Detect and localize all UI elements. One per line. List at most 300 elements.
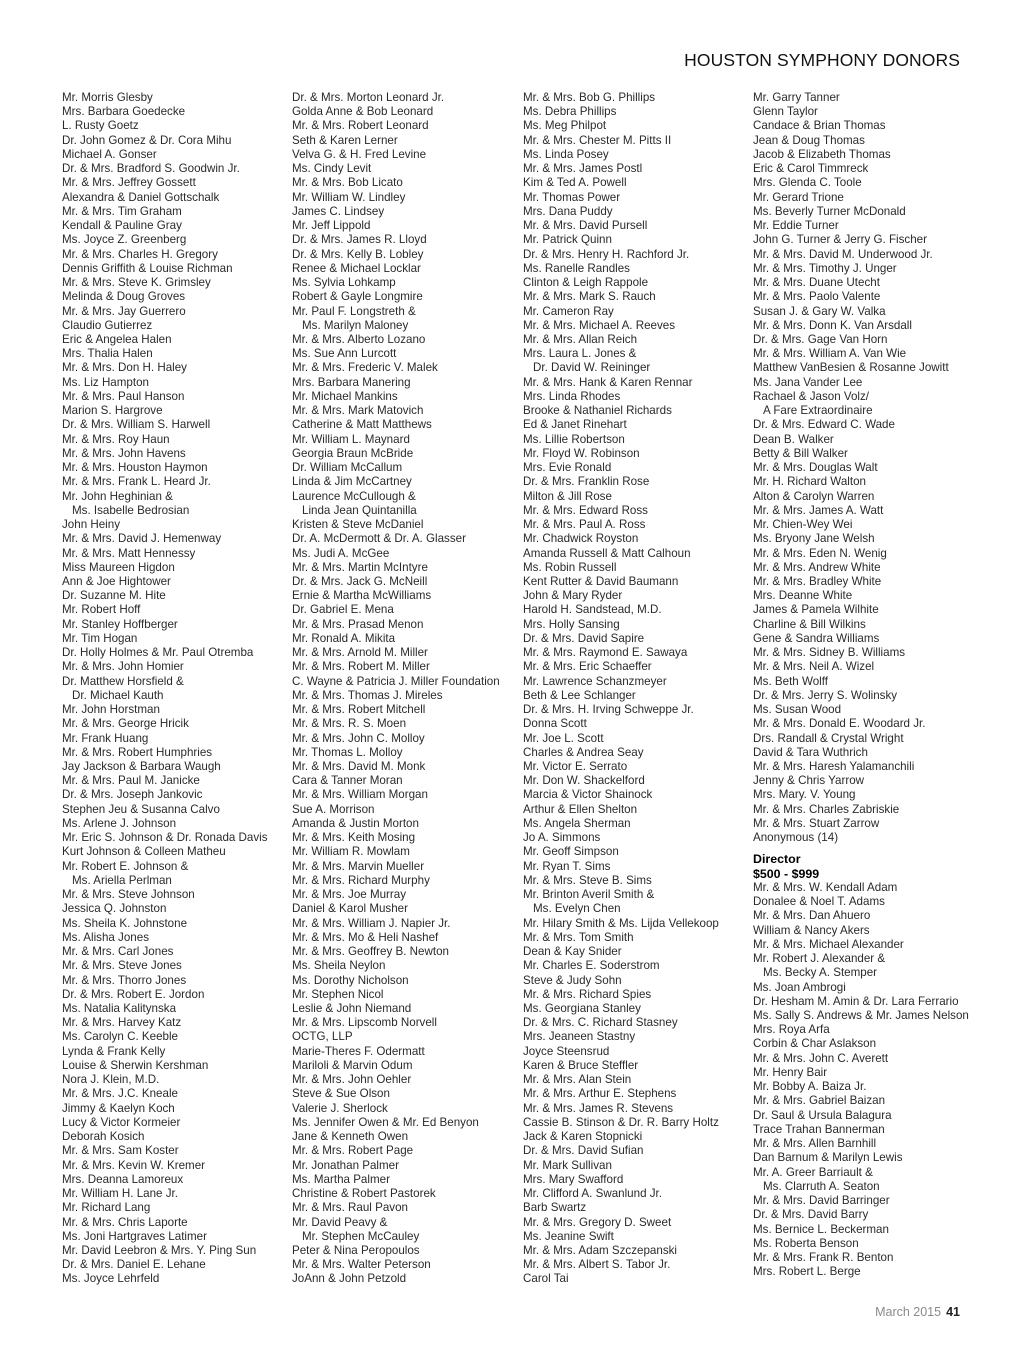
donor-entry: Mrs. Jeaneen Stastny bbox=[523, 1030, 636, 1044]
donor-entry: Mr. & Mrs. Martin McIntyre bbox=[292, 560, 428, 574]
donor-entry: L. Rusty Goetz bbox=[62, 119, 139, 133]
donor-entry: Lucy & Victor Kormeier bbox=[62, 1115, 181, 1129]
donor-entry: Alton & Carolyn Warren bbox=[753, 489, 875, 503]
donor-entry: Mr. & Mrs. Charles H. Gregory bbox=[62, 247, 218, 261]
donor-entry: Dan Barnum & Marilyn Lewis bbox=[753, 1151, 903, 1165]
donor-column-4 bbox=[753, 91, 969, 1279]
donor-entry: Betty & Bill Walker bbox=[753, 446, 848, 460]
donor-entry: Mr. & Mrs. Haresh Yalamanchili bbox=[753, 760, 915, 774]
donor-entry: Mrs. Robert L. Berge bbox=[753, 1265, 861, 1279]
donor-entry: Mr. & Mrs. Raul Pavon bbox=[292, 1201, 408, 1215]
donor-entry: Ms. Alisha Jones bbox=[62, 930, 149, 944]
donor-entry: Ms. Meg Philpot bbox=[523, 119, 607, 133]
donor-entry: Dr. & Mrs. Morton Leonard Jr. bbox=[292, 91, 445, 104]
donor-entry: Mr. & Mrs. Frank L. Heard Jr. bbox=[62, 475, 211, 489]
donor-entry: Dr. & Mrs. William S. Harwell bbox=[62, 418, 211, 432]
donor-entry: Dr. & Mrs. Joseph Jankovic bbox=[62, 788, 203, 802]
donor-entry: Mrs. Roya Arfa bbox=[753, 1023, 830, 1037]
donor-entry: Dr. Michael Kauth bbox=[72, 688, 164, 702]
donor-entry: Ms. Roberta Benson bbox=[753, 1236, 859, 1250]
donor-entry: Jacob & Elizabeth Thomas bbox=[753, 147, 891, 161]
donor-entry: Mr. Eddie Turner bbox=[753, 219, 839, 233]
donor-entry: Mr. & Mrs. Lipscomb Norvell bbox=[292, 1016, 437, 1030]
donor-entry: Laurence McCullough & bbox=[292, 489, 416, 503]
donor-entry: Renee & Michael Locklar bbox=[292, 261, 421, 275]
donor-entry: Mr. & Mrs. James A. Watt bbox=[753, 503, 884, 517]
donor-entry: Harold H. Sandstead, M.D. bbox=[523, 603, 662, 617]
donor-entry: Mr. & Mrs. John C. Molloy bbox=[292, 731, 425, 745]
donor-entry: Mr. & Mrs. Bradley White bbox=[753, 574, 882, 588]
donor-entry: Mr. & Mrs. George Hricik bbox=[62, 717, 189, 731]
donor-entry: Mr. Jeff Lippold bbox=[292, 219, 371, 233]
donor-entry: Mr. Ryan T. Sims bbox=[523, 859, 611, 873]
donor-entry: Mr. William W. Lindley bbox=[292, 190, 406, 204]
page-number: 41 bbox=[946, 1305, 960, 1319]
donor-entry: Susan J. & Gary W. Valka bbox=[753, 304, 886, 318]
donor-entry: Dr. & Mrs. Henry H. Rachford Jr. bbox=[523, 247, 690, 261]
donor-entry: OCTG, LLP bbox=[292, 1030, 353, 1044]
donor-entry: Mr. Mark Sullivan bbox=[523, 1158, 612, 1172]
donor-entry: Dr. John Gomez & Dr. Cora Mihu bbox=[62, 133, 232, 147]
donor-entry: Linda & Jim McCartney bbox=[292, 475, 412, 489]
donor-entry: Cara & Tanner Moran bbox=[292, 774, 403, 788]
donor-column-2 bbox=[292, 91, 500, 1287]
donor-entry: Mr. & Mrs. Houston Haymon bbox=[62, 461, 208, 475]
donor-entry: Jimmy & Kaelyn Koch bbox=[62, 1101, 175, 1115]
donor-entry: Rachael & Jason Volz/ bbox=[753, 389, 870, 403]
donor-entry: Mr. & Mrs. Allen Barnhill bbox=[753, 1137, 877, 1151]
donor-entry: Mr. & Mrs. William Morgan bbox=[292, 788, 428, 802]
donor-entry: Corbin & Char Aslakson bbox=[753, 1037, 877, 1051]
donor-entry: Jo A. Simmons bbox=[523, 831, 601, 845]
donor-entry: Dr. & Mrs. Jack G. McNeill bbox=[292, 574, 428, 588]
donor-entry: Mr. & Mrs. John Homier bbox=[62, 660, 184, 674]
donor-entry: Ms. Natalia Kalitynska bbox=[62, 1002, 177, 1015]
donor-entry: Mr. & Mrs. Sam Koster bbox=[62, 1144, 179, 1158]
donor-entry: Mrs. Holly Sansing bbox=[523, 617, 620, 631]
donor-entry: Mr. & Mrs. William J. Napier Jr. bbox=[292, 916, 451, 930]
donor-entry: David & Tara Wuthrich bbox=[753, 745, 868, 759]
donor-entry: Mr. & Mrs. Alan Stein bbox=[523, 1073, 632, 1087]
donor-column-1 bbox=[62, 91, 268, 1287]
donor-entry: Mr. & Mrs. Duane Utecht bbox=[753, 276, 880, 290]
donor-entry: Mrs. Barbara Manering bbox=[292, 375, 411, 389]
donor-entry: Mr. William L. Maynard bbox=[292, 432, 410, 446]
donor-entry: Mr. & Mrs. W. Kendall Adam bbox=[753, 880, 898, 894]
donor-entry: Mr. David Peavy & bbox=[292, 1215, 388, 1229]
donor-entry: Mr. & Mrs. Eden N. Wenig bbox=[753, 546, 887, 560]
donor-entry: Mr. & Mrs. James Postl bbox=[523, 162, 643, 176]
donor-entry: Mr. Patrick Quinn bbox=[523, 233, 612, 247]
donor-entry: Kristen & Steve McDaniel bbox=[292, 518, 424, 532]
donor-entry: Robert & Gayle Longmire bbox=[292, 290, 423, 304]
donor-entry: Mr. & Mrs. Jeffrey Gossett bbox=[62, 176, 196, 190]
donor-entry: Ms. Georgiana Stanley bbox=[523, 1002, 641, 1015]
donor-entry: Mr. & Mrs. Richard Murphy bbox=[292, 873, 430, 887]
donor-entry: Mr. & Mrs. Arthur E. Stephens bbox=[523, 1087, 677, 1101]
donor-entry: Dr. & Mrs. Robert E. Jordon bbox=[62, 987, 205, 1001]
donor-entry: Ms. Jana Vander Lee bbox=[753, 375, 863, 389]
donor-entry: Ms. Joni Hartgraves Latimer bbox=[62, 1229, 207, 1243]
donor-entry: Ms. Ranelle Randles bbox=[523, 261, 630, 275]
donor-entry: Leslie & John Niemand bbox=[292, 1002, 412, 1015]
donor-entry: JoAnn & John Petzold bbox=[292, 1272, 407, 1286]
donor-entry: Ms. Beth Wolff bbox=[753, 674, 828, 688]
donor-entry: Mr. Lawrence Schanzmeyer bbox=[523, 674, 667, 688]
donor-entry: Ms. Joan Ambrogi bbox=[753, 980, 846, 994]
donor-entry: Candace & Brian Thomas bbox=[753, 119, 886, 133]
donor-entry: Mr. & Mrs. David J. Hemenway bbox=[62, 532, 222, 546]
donor-entry: Sue A. Morrison bbox=[292, 802, 375, 816]
donor-entry: Mr. Joe L. Scott bbox=[523, 731, 604, 745]
donor-entry: Barb Swartz bbox=[523, 1201, 587, 1215]
donor-entry: Mr. & Mrs. Don H. Haley bbox=[62, 361, 187, 375]
donor-entry: Mr. & Mrs. Paul A. Ross bbox=[523, 518, 646, 532]
donor-entry: Michael A. Gonser bbox=[62, 147, 157, 161]
donor-entry: Mr. & Mrs. Steve Jones bbox=[62, 959, 182, 973]
donor-entry: Mr. & Mrs. Robert M. Miller bbox=[292, 660, 430, 674]
donor-entry: Mr. & Mrs. James R. Stevens bbox=[523, 1101, 674, 1115]
donor-entry: Mr. & Mrs. Keith Mosing bbox=[292, 831, 416, 845]
donor-entry: Mr. & Mrs. Timothy J. Unger bbox=[753, 261, 897, 275]
donor-entry: Dr. Holly Holmes & Mr. Paul Otremba bbox=[62, 646, 254, 660]
donor-entry: Alexandra & Daniel Gottschalk bbox=[62, 190, 220, 204]
donor-entry: Steve & Judy Sohn bbox=[523, 973, 622, 987]
donor-entry: Ms. Dorothy Nicholson bbox=[292, 973, 409, 987]
donor-entry: Mrs. Dana Puddy bbox=[523, 204, 613, 218]
donor-entry: Trace Trahan Bannerman bbox=[753, 1122, 885, 1136]
donor-entry: Mr. Gerard Trione bbox=[753, 190, 844, 204]
donor-entry: Kent Rutter & David Baumann bbox=[523, 574, 679, 588]
donor-entry: Mr. & Mrs. Adam Szczepanski bbox=[523, 1243, 677, 1257]
donor-entry: Arthur & Ellen Shelton bbox=[523, 802, 638, 816]
donor-entry: Mr. & Mrs. Carl Jones bbox=[62, 945, 174, 959]
donor-entry: Mr. & Mrs. Geoffrey B. Newton bbox=[292, 945, 449, 959]
donor-entry: Carol Tai bbox=[523, 1272, 569, 1286]
donor-entry: Mr. Stanley Hoffberger bbox=[62, 617, 178, 631]
donor-entry: Mr. & Mrs. Eric Schaeffer bbox=[523, 660, 652, 674]
donor-entry: Ms. Cindy Levit bbox=[292, 162, 372, 176]
donor-entry: Marie-Theres F. Odermatt bbox=[292, 1044, 425, 1058]
donor-entry: Mr. & Mrs. Thomas J. Mireles bbox=[292, 688, 443, 702]
donor-entry: Mr. & Mrs. Richard Spies bbox=[523, 987, 652, 1001]
donor-entry: Mr. A. Greer Barriault & bbox=[753, 1165, 873, 1179]
donor-entry: Mr. & Mrs. Thorro Jones bbox=[62, 973, 187, 987]
donor-entry: Mr. & Mrs. Michael Alexander bbox=[753, 937, 904, 951]
donor-entry: Mr. & Mrs. Robert Mitchell bbox=[292, 703, 426, 717]
donor-entry: Dennis Griffith & Louise Richman bbox=[62, 261, 233, 275]
donor-entry: Linda Jean Quintanilla bbox=[302, 503, 417, 517]
donor-entry: Mr. Charles E. Soderstrom bbox=[523, 959, 660, 973]
donor-entry: Mr. & Mrs. Walter Peterson bbox=[292, 1258, 431, 1272]
donor-entry: Dr. Saul & Ursula Balagura bbox=[753, 1108, 892, 1122]
donor-entry: Mr. & Mrs. Allan Reich bbox=[523, 332, 638, 346]
donor-entry: Dr. & Mrs. Jerry S. Wolinsky bbox=[753, 688, 898, 702]
donor-entry: Ms. Sheila Neylon bbox=[292, 959, 386, 973]
donor-entry: Mr. & Mrs. Tom Smith bbox=[523, 930, 634, 944]
donor-entry: Dr. & Mrs. Daniel E. Lehane bbox=[62, 1258, 206, 1272]
donor-entry: Mr. Bobby A. Baiza Jr. bbox=[753, 1080, 867, 1094]
donor-entry: Mr. & Mrs. Kevin W. Kremer bbox=[62, 1158, 206, 1172]
donor-entry: Mr. & Mrs. Robert Page bbox=[292, 1144, 414, 1158]
donor-entry: Mr. & Mrs. Bob Licato bbox=[292, 176, 403, 190]
donor-entry: Ms. Isabelle Bedrosian bbox=[72, 503, 190, 517]
donor-entry: Mr. & Mrs. Donald E. Woodard Jr. bbox=[753, 717, 926, 731]
section-spacer bbox=[753, 845, 969, 852]
donor-entry: Dr. & Mrs. Kelly B. Lobley bbox=[292, 247, 424, 261]
donor-entry: Christine & Robert Pastorek bbox=[292, 1187, 436, 1201]
donor-entry: Amanda Russell & Matt Calhoun bbox=[523, 546, 691, 560]
donor-entry: Dean & Kay Snider bbox=[523, 945, 622, 959]
donor-entry: Jay Jackson & Barbara Waugh bbox=[62, 760, 221, 774]
donor-entry: Ms. Sue Ann Lurcott bbox=[292, 347, 397, 361]
donor-entry: Mr. & Mrs. David M. Monk bbox=[292, 760, 426, 774]
donor-entry: Ms. Susan Wood bbox=[753, 703, 842, 717]
donor-entry: Ms. Marilyn Maloney bbox=[302, 318, 409, 332]
donor-entry: Ms. Sheila K. Johnstone bbox=[62, 916, 188, 930]
donor-entry: Deborah Kosich bbox=[62, 1130, 145, 1144]
donor-entry: Mr. & Mrs. Paul Hanson bbox=[62, 389, 185, 403]
donor-entry: Mr. Robert E. Johnson & bbox=[62, 859, 189, 873]
donor-entry: Jean & Doug Thomas bbox=[753, 133, 865, 147]
donor-entry: Jack & Karen Stopnicki bbox=[523, 1130, 643, 1144]
donor-entry: Mr. & Mrs. Chester M. Pitts II bbox=[523, 133, 672, 147]
donor-entry: Mr. & Mrs. Frank R. Benton bbox=[753, 1250, 894, 1264]
donor-entry: Ms. Joyce Z. Greenberg bbox=[62, 233, 187, 247]
donor-entry: Mr. Chadwick Royston bbox=[523, 532, 639, 546]
donor-entry: Drs. Randall & Crystal Wright bbox=[753, 731, 904, 745]
donor-entry: Mrs. Deanna Lamoreux bbox=[62, 1172, 184, 1186]
donor-entry: Mr. & Mrs. Albert S. Tabor Jr. bbox=[523, 1258, 671, 1272]
donor-entry: Claudio Gutierrez bbox=[62, 318, 153, 332]
donor-entry: Mr. Geoff Simpson bbox=[523, 845, 619, 859]
donor-entry: Mr. & Mrs. Paolo Valente bbox=[753, 290, 881, 304]
donor-entry: Mr. & Mrs. Stuart Zarrow bbox=[753, 816, 880, 830]
donor-entry: James & Pamela Wilhite bbox=[753, 603, 879, 617]
donor-entry: Ann & Joe Hightower bbox=[62, 574, 171, 588]
donor-entry: Brooke & Nathaniel Richards bbox=[523, 404, 672, 418]
donor-entry: Dr. William McCallum bbox=[292, 461, 403, 475]
donor-entry: Cassie B. Stinson & Dr. R. Barry Holtz bbox=[523, 1115, 719, 1129]
donor-entry: Mr. Robert Hoff bbox=[62, 603, 141, 617]
donor-entry: Ms. Liz Hampton bbox=[62, 375, 149, 389]
donor-entry: Dr. & Mrs. David Barry bbox=[753, 1208, 869, 1222]
donor-entry: Mr. & Mrs. Gregory D. Sweet bbox=[523, 1215, 672, 1229]
donor-entry: Gene & Sandra Williams bbox=[753, 631, 880, 645]
donor-entry: Peter & Nina Peropoulos bbox=[292, 1243, 420, 1257]
donor-entry: Mr. & Mrs. Harvey Katz bbox=[62, 1016, 182, 1030]
donor-entry: Mr. Frank Huang bbox=[62, 731, 149, 745]
donor-entry: Mr. & Mrs. R. S. Moen bbox=[292, 717, 407, 731]
donor-entry: Eric & Carol Timmreck bbox=[753, 162, 869, 176]
donor-entry: Dr. & Mrs. Edward C. Wade bbox=[753, 418, 895, 432]
donor-entry: Mr. Richard Lang bbox=[62, 1201, 151, 1215]
donor-entry: Dr. & Mrs. James R. Lloyd bbox=[292, 233, 427, 247]
donor-entry: James C. Lindsey bbox=[292, 204, 385, 218]
donor-entry: Mr. & Mrs. John Havens bbox=[62, 446, 186, 460]
donor-entry: Mrs. Evie Ronald bbox=[523, 461, 612, 475]
donor-entry: Dr. Gabriel E. Mena bbox=[292, 603, 394, 617]
donor-entry: Dr. & Mrs. Gage Van Horn bbox=[753, 332, 888, 346]
donor-entry: Velva G. & H. Fred Levine bbox=[292, 147, 427, 161]
donor-entry: Mr. H. Richard Walton bbox=[753, 475, 866, 489]
donor-entry: Ms. Evelyn Chen bbox=[533, 902, 621, 916]
donor-entry: Dr. David W. Reininger bbox=[533, 361, 651, 375]
donor-entry: Ms. Ariella Perlman bbox=[72, 873, 172, 887]
donor-entry: Mr. & Mrs. Robert Leonard bbox=[292, 119, 429, 133]
donor-entry: Mr. Stephen Nicol bbox=[292, 987, 384, 1001]
donor-entry: Ed & Janet Rinehart bbox=[523, 418, 627, 432]
donor-entry: Mrs. Barbara Goedecke bbox=[62, 105, 186, 119]
donor-entry: A Fare Extraordinaire bbox=[763, 404, 873, 418]
donor-entry: Ms. Carolyn C. Keeble bbox=[62, 1030, 178, 1044]
donor-entry: Mr. Michael Mankins bbox=[292, 389, 398, 403]
donor-entry: Ms. Angela Sherman bbox=[523, 816, 631, 830]
donor-entry: Dr. Suzanne M. Hite bbox=[62, 589, 166, 603]
donor-entry: Mariloli & Marvin Odum bbox=[292, 1058, 413, 1072]
donor-entry: Ms. Joyce Lehrfeld bbox=[62, 1272, 160, 1286]
donor-entry: Catherine & Matt Matthews bbox=[292, 418, 432, 432]
donor-entry: Dr. & Mrs. Franklin Rose bbox=[523, 475, 650, 489]
donor-entry: Mr. & Mrs. William A. Van Wie bbox=[753, 347, 907, 361]
donor-entry: Mr. Eric S. Johnson & Dr. Ronada Davis bbox=[62, 831, 268, 845]
director-heading: Director bbox=[753, 852, 801, 867]
donor-entry: Mr. & Mrs. Tim Graham bbox=[62, 204, 182, 218]
donor-entry: Kim & Ted A. Powell bbox=[523, 176, 627, 190]
donor-entry: Mr. Garry Tanner bbox=[753, 91, 840, 104]
donor-entry: Mr. Robert J. Alexander & bbox=[753, 952, 886, 966]
donor-entry: Mr. & Mrs. Neil A. Wizel bbox=[753, 660, 875, 674]
donor-entry: Seth & Karen Lerner bbox=[292, 133, 398, 147]
donor-entry: Mr. & Mrs. Sidney B. Williams bbox=[753, 646, 906, 660]
donor-entry: Anonymous (14) bbox=[753, 831, 839, 845]
donor-entry: Mr. & Mrs. Prasad Menon bbox=[292, 617, 424, 631]
donor-entry: Mr. & Mrs. Mark Matovich bbox=[292, 404, 424, 418]
donor-entry: Mrs. Mary Swafford bbox=[523, 1172, 624, 1186]
donor-entry: Mr. Morris Glesby bbox=[62, 91, 153, 104]
donor-entry: Dr. Matthew Horsfield & bbox=[62, 674, 184, 688]
donor-entry: Miss Maureen Higdon bbox=[62, 560, 175, 574]
donor-entry: Mr. & Mrs. David Pursell bbox=[523, 219, 648, 233]
donor-entry: Mr. William R. Mowlam bbox=[292, 845, 410, 859]
donor-entry: Mr. & Mrs. Steve K. Grimsley bbox=[62, 276, 211, 290]
donor-entry: Mr. Paul F. Longstreth & bbox=[292, 304, 416, 318]
donor-entry: Mr. Tim Hogan bbox=[62, 631, 138, 645]
donor-entry: Mrs. Laura L. Jones & bbox=[523, 347, 637, 361]
donor-entry: Mr. & Mrs. Raymond E. Sawaya bbox=[523, 646, 688, 660]
donor-entry: Stephen Jeu & Susanna Calvo bbox=[62, 802, 220, 816]
donor-entry: Ms. Debra Phillips bbox=[523, 105, 617, 119]
donor-entry: Mr. & Mrs. Frederic V. Malek bbox=[292, 361, 438, 375]
donor-entry: Jane & Kenneth Owen bbox=[292, 1130, 409, 1144]
donor-entry: Ms. Bernice L. Beckerman bbox=[753, 1222, 889, 1236]
donor-entry: Mr. Thomas L. Molloy bbox=[292, 745, 403, 759]
donor-entry: Mr. & Mrs. David Barringer bbox=[753, 1194, 890, 1208]
donor-entry: Mr. William H. Lane Jr. bbox=[62, 1187, 178, 1201]
donor-entry: Mr. & Mrs. Arnold M. Miller bbox=[292, 646, 428, 660]
donor-entry: Ms. Becky A. Stemper bbox=[763, 966, 878, 980]
donor-entry: Mr. & Mrs. Mark S. Rauch bbox=[523, 290, 656, 304]
donor-entry: Melinda & Doug Groves bbox=[62, 290, 186, 304]
donor-entry: Mr. & Mrs. Donn K. Van Arsdall bbox=[753, 318, 912, 332]
director-range: $500 - $999 bbox=[753, 866, 820, 881]
donor-entry: Ms. Judi A. McGee bbox=[292, 546, 390, 560]
donor-entry: Beth & Lee Schlanger bbox=[523, 688, 636, 702]
donor-entry: Ms. Jennifer Owen & Mr. Ed Benyon bbox=[292, 1115, 479, 1129]
donor-entry: Milton & Jill Rose bbox=[523, 489, 612, 503]
donor-entry: Ms. Sylvia Lohkamp bbox=[292, 276, 396, 290]
donor-entry: Mrs. Mary. V. Young bbox=[753, 788, 856, 802]
donor-entry: Mr. David Leebron & Mrs. Y. Ping Sun bbox=[62, 1243, 257, 1257]
donor-entry: Ms. Jeanine Swift bbox=[523, 1229, 614, 1243]
donor-entry: Charline & Bill Wilkins bbox=[753, 617, 866, 631]
donor-entry: Ms. Lillie Robertson bbox=[523, 432, 625, 446]
donor-entry: Mrs. Glenda C. Toole bbox=[753, 176, 862, 190]
donor-entry: Steve & Sue Olson bbox=[292, 1087, 390, 1101]
donor-column-3 bbox=[523, 91, 719, 1287]
donor-entry: Mr. & Mrs. Edward Ross bbox=[523, 503, 648, 517]
donor-entry: Dr. & Mrs. H. Irving Schweppe Jr. bbox=[523, 703, 694, 717]
donor-entry: Karen & Bruce Steffler bbox=[523, 1058, 639, 1072]
donor-entry: Daniel & Karol Musher bbox=[292, 902, 408, 916]
donor-entry: Mrs. Thalia Halen bbox=[62, 347, 153, 361]
donor-entry: Clinton & Leigh Rappole bbox=[523, 276, 649, 290]
donor-entry: C. Wayne & Patricia J. Miller Foundation bbox=[292, 674, 500, 688]
donor-entry: Mr. & Mrs. Jay Guerrero bbox=[62, 304, 186, 318]
donor-entry: Mr. Don W. Shackelford bbox=[523, 774, 645, 788]
donor-entry: Mr. Hilary Smith & Ms. Lijda Vellekoop bbox=[523, 916, 719, 930]
page-title: HOUSTON SYMPHONY DONORS bbox=[684, 50, 960, 70]
donor-entry: Kurt Johnson & Colleen Matheu bbox=[62, 845, 226, 859]
donor-entry: William & Nancy Akers bbox=[753, 923, 870, 937]
donor-entry: Golda Anne & Bob Leonard bbox=[292, 105, 434, 119]
donor-entry: Mr. Floyd W. Robinson bbox=[523, 446, 640, 460]
donor-entry: Mr. & Mrs. Joe Murray bbox=[292, 888, 407, 902]
donor-entry: Mr. Chien-Wey Wei bbox=[753, 518, 853, 532]
donor-entry: Charles & Andrea Seay bbox=[523, 745, 644, 759]
donor-entry: John G. Turner & Jerry G. Fischer bbox=[753, 233, 927, 247]
donor-entry: Dr. Hesham M. Amin & Dr. Lara Ferrario bbox=[753, 994, 959, 1008]
donor-entry: Nora J. Klein, M.D. bbox=[62, 1073, 160, 1087]
donor-entry: Ms. Linda Posey bbox=[523, 147, 609, 161]
donor-entry: Dean B. Walker bbox=[753, 432, 834, 446]
donor-entry: Mr. & Mrs. Michael A. Reeves bbox=[523, 318, 676, 332]
donor-entry: Mr. & Mrs. Douglas Walt bbox=[753, 461, 878, 475]
donor-entry: Kendall & Pauline Gray bbox=[62, 219, 182, 233]
donor-entry: Amanda & Justin Morton bbox=[292, 816, 419, 830]
donor-entry: Valerie J. Sherlock bbox=[292, 1101, 388, 1115]
donor-entry: Ms. Sally S. Andrews & Mr. James Nelson bbox=[753, 1009, 969, 1022]
donor-entry: Mr. Ronald A. Mikita bbox=[292, 631, 396, 645]
director-donor-list bbox=[753, 881, 969, 1280]
donor-entry: Lynda & Frank Kelly bbox=[62, 1044, 166, 1058]
donor-entry: Jessica Q. Johnston bbox=[62, 902, 167, 916]
donor-entry: Mr. & Mrs. Roy Haun bbox=[62, 432, 170, 446]
donor-entry: Louise & Sherwin Kershman bbox=[62, 1058, 209, 1072]
donor-entry: Mr. John Heghinian & bbox=[62, 489, 173, 503]
donor-entry: Georgia Braun McBride bbox=[292, 446, 414, 460]
donor-entry: Mr. & Mrs. John Oehler bbox=[292, 1073, 412, 1087]
donor-entry: Mrs. Linda Rhodes bbox=[523, 389, 621, 403]
donor-entry: Mr. & Mrs. Matt Hennessy bbox=[62, 546, 196, 560]
donor-entry: Mr. Thomas Power bbox=[523, 190, 621, 204]
donor-entry: Marion S. Hargrove bbox=[62, 404, 163, 418]
donor-entry: Mr. & Mrs. Robert Humphries bbox=[62, 745, 213, 759]
donor-entry: Glenn Taylor bbox=[753, 105, 818, 119]
donor-entry: Mrs. Deanne White bbox=[753, 589, 853, 603]
donor-entry: Mr. John Horstman bbox=[62, 703, 160, 717]
donor-entry: Dr. A. McDermott & Dr. A. Glasser bbox=[292, 532, 466, 546]
